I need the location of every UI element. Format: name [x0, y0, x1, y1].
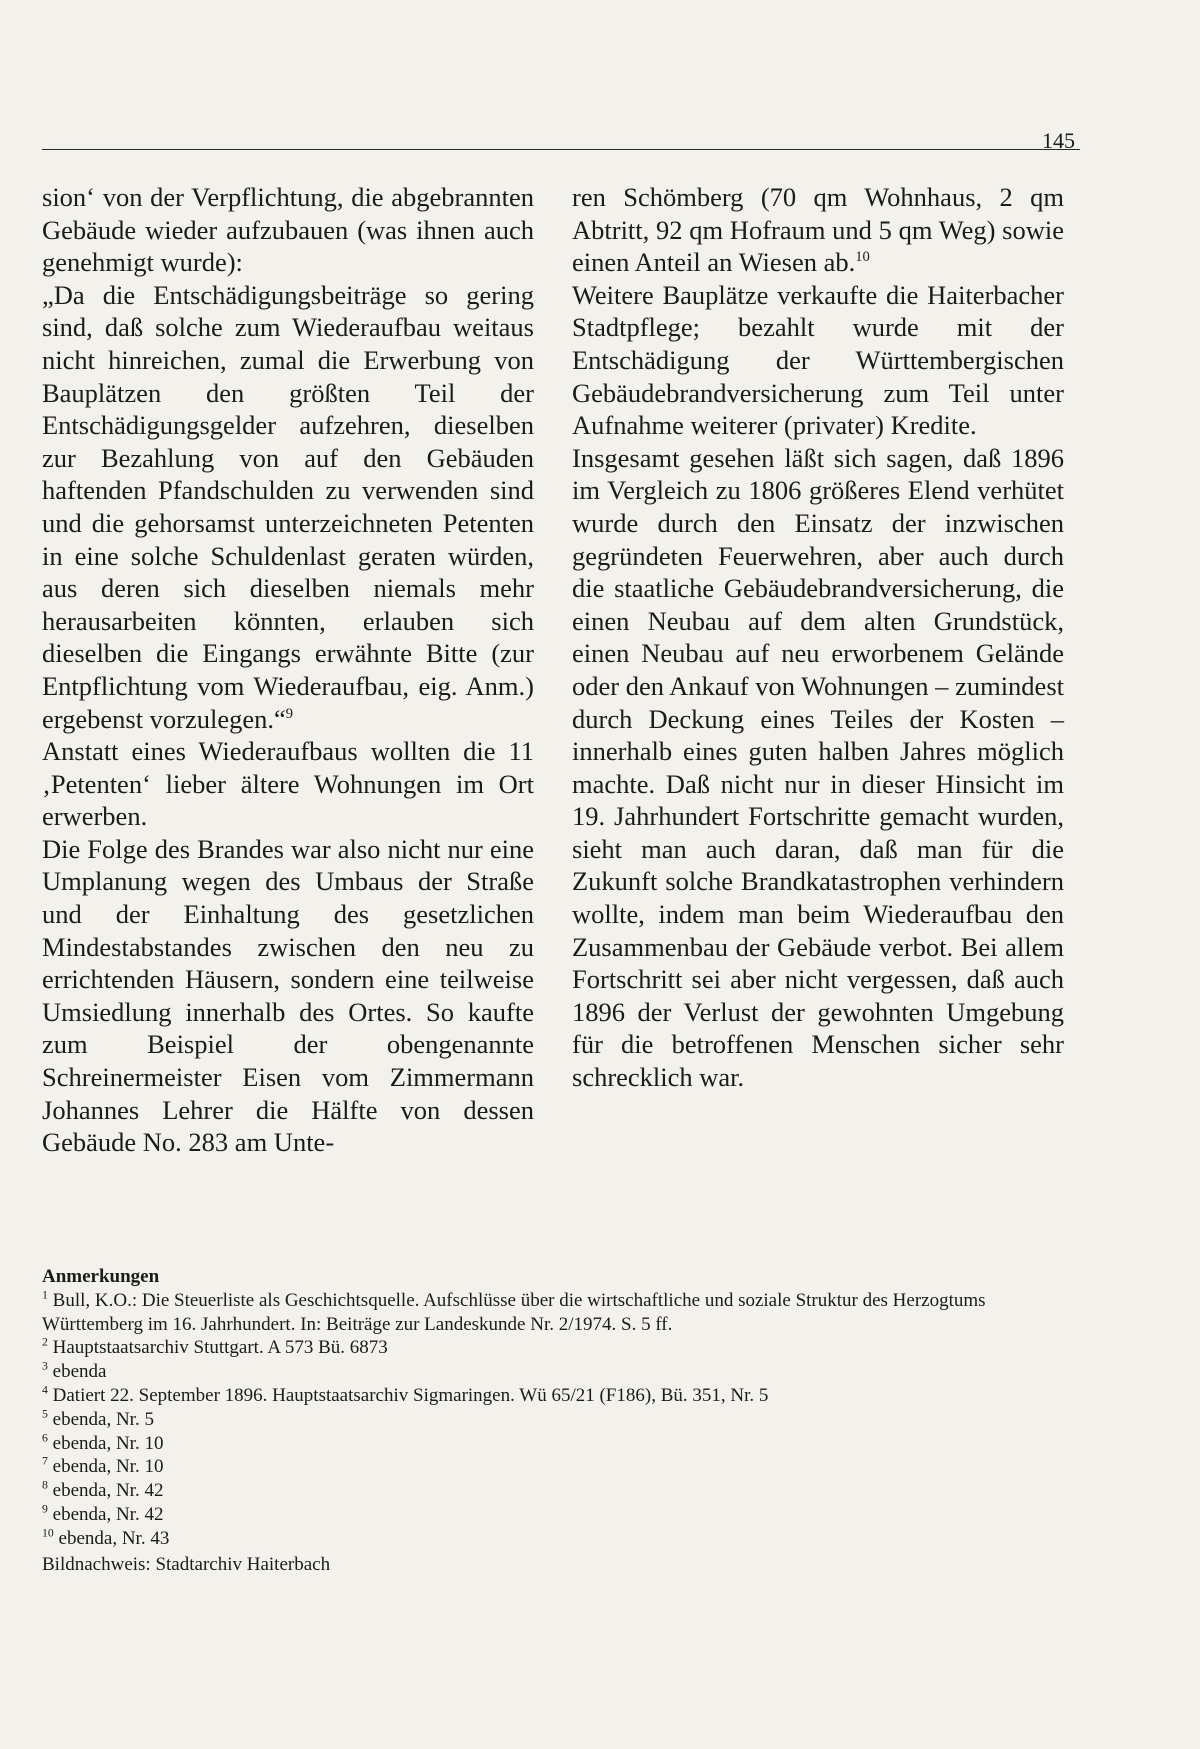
footnote-number: 4 [42, 1383, 48, 1397]
footnote-number: 2 [42, 1336, 48, 1350]
footnote-text: ebenda, Nr. 10 [52, 1432, 164, 1454]
paragraph: Weitere Bauplätze verkaufte die Haiterbacher Stadtpflege; bezahlt wurde mit der Entschädigung der Württembergischen Gebäudebrandversicherung zum Teil unter Aufnahme weiterer (privater) Kredite. [572, 279, 1064, 441]
page-number: 145 [1042, 128, 1075, 153]
footnote-number: 1 [42, 1288, 48, 1302]
footnote-text: Datiert 22. September 1896. Hauptstaatsarchiv Sigmaringen. Wü 65/21 (F186), Bü. 351, Nr. 5 [52, 1384, 769, 1406]
footnote-number: 8 [42, 1478, 48, 1492]
paragraph [572, 181, 1064, 279]
footnote-text: Hauptstaatsarchiv Stuttgart. A 573 Bü. 6873 [52, 1337, 388, 1359]
footnote-item [42, 1527, 1080, 1551]
footnote-item [42, 1455, 1080, 1479]
quote-paragraph [42, 279, 534, 735]
footnote-text: ebenda, Nr. 42 [52, 1503, 164, 1525]
footnote-marker: 10 [855, 249, 870, 266]
left-column [42, 181, 534, 1159]
footnote-item [42, 1384, 1080, 1408]
footnote-marker: 9 [285, 705, 294, 722]
footnote-item [42, 1503, 1080, 1527]
footnote-text: ebenda [52, 1361, 107, 1383]
footnote-item [42, 1479, 1080, 1503]
paragraph: Anstatt eines Wiederaufbaus wollten die 11 ‚Petenten‘ lieber ältere Wohnungen im Ort erwerben. [42, 736, 534, 832]
image-credit: Bildnachweis: Stadtarchiv Haiterbach [42, 1553, 331, 1575]
footnote-item [42, 1360, 1080, 1384]
footnote-text: ebenda, Nr. 10 [52, 1456, 164, 1478]
footnotes [42, 1265, 1080, 1576]
footnote-item [42, 1289, 1080, 1337]
footnote-item [42, 1432, 1080, 1456]
paragraph-text: ren Schömberg (70 qm Wohnhaus, 2 qm Abtritt, 92 qm Hofraum und 5 qm Weg) sowie einen Anteil an Wiesen ab. [572, 182, 1064, 278]
footnote-number: 3 [42, 1359, 48, 1373]
footnote-number: 9 [42, 1502, 48, 1516]
footnote-text: Bull, K.O.: Die Steuerliste als Geschichtsquelle. Aufschlüsse über die wirtschaftliche und soziale Struktur des Herzogtums Württemberg im 16. Jahrhundert. In: Beiträge zur Landeskunde Nr. 2/1974. S. 5 ff. [42, 1289, 986, 1335]
footnote-number: 6 [42, 1431, 48, 1445]
footnotes-heading: Anmerkungen [42, 1266, 160, 1287]
header-rule [42, 149, 1080, 150]
footnote-number: 5 [42, 1407, 48, 1421]
footnote-item [42, 1336, 1080, 1360]
right-column [572, 181, 1064, 1094]
footnote-item [42, 1408, 1080, 1432]
footnote-number: 7 [42, 1455, 48, 1469]
footnote-text: ebenda, Nr. 42 [52, 1480, 164, 1502]
paragraph: sion‘ von der Verpflichtung, die abgebrannten Gebäude wieder aufzubauen (was ihnen auch genehmigt wurde): [42, 182, 534, 278]
footnote-text: ebenda, Nr. 43 [58, 1527, 170, 1549]
footnote-text: ebenda, Nr. 5 [52, 1408, 154, 1430]
quote-text: „Da die Entschädigungsbeiträge so gering sind, daß solche zum Wiederaufbau weitaus nicht hinreichen, zumal die Erwerbung von Bauplätzen den größten Teil der Entschädigungsgelder aufzehren, dieselben zur Bezahlung von auf den Gebäuden haftenden Pfandschulden zu verwenden sind und die gehorsamst unterzeichneten Petenten in eine solche Schuldenlast geraten würden, aus deren sich dieselben niemals mehr herausarbeiten könnten, erlauben sich dieselben die Eingangs erwähnte Bitte (zur Entpflichtung vom Wiederaufbau, eig. Anm.) ergebenst vorzulegen.“ [42, 279, 534, 734]
paragraph: Die Folge des Brandes war also nicht nur eine Umplanung wegen des Umbaus der Straße und der Einhaltung des gesetzlichen Mindestabstandes zwischen den neu zu errichtenden Häusern, sondern eine teilweise Umsiedlung innerhalb des Ortes. So kaufte zum Beispiel der obengenannte Schreinermeister Eisen vom Zimmermann Johannes Lehrer die Hälfte von dessen Gebäude No. 283 am Unte- [42, 833, 534, 1158]
footnote-number: 10 [42, 1526, 54, 1540]
paragraph: Insgesamt gesehen läßt sich sagen, daß 1896 im Vergleich zu 1806 größeres Elend verhütet wurde durch den Einsatz der inzwischen gegründeten Feuerwehren, aber auch durch die staatliche Gebäudebrandversicherung, die einen Neubau auf dem alten Grundstück, einen Neubau auf neu erworbenem Gelände oder den Ankauf von Wohnungen – zumindest durch Deckung eines Teiles der Kosten – innerhalb eines guten halben Jahres möglich machte. Daß nicht nur in dieser Hinsicht im 19. Jahrhundert Fortschritte gemacht wurden, sieht man auch daran, daß man für die Zukunft solche Brandkatastrophen verhindern wollte, indem man beim Wiederaufbau den Zusammenbau der Gebäude verbot. Bei allem Fortschritt sei aber nicht vergessen, daß auch 1896 der Verlust der gewohnten Umgebung für die betroffenen Menschen sicher sehr schrecklich war. [572, 442, 1064, 1093]
